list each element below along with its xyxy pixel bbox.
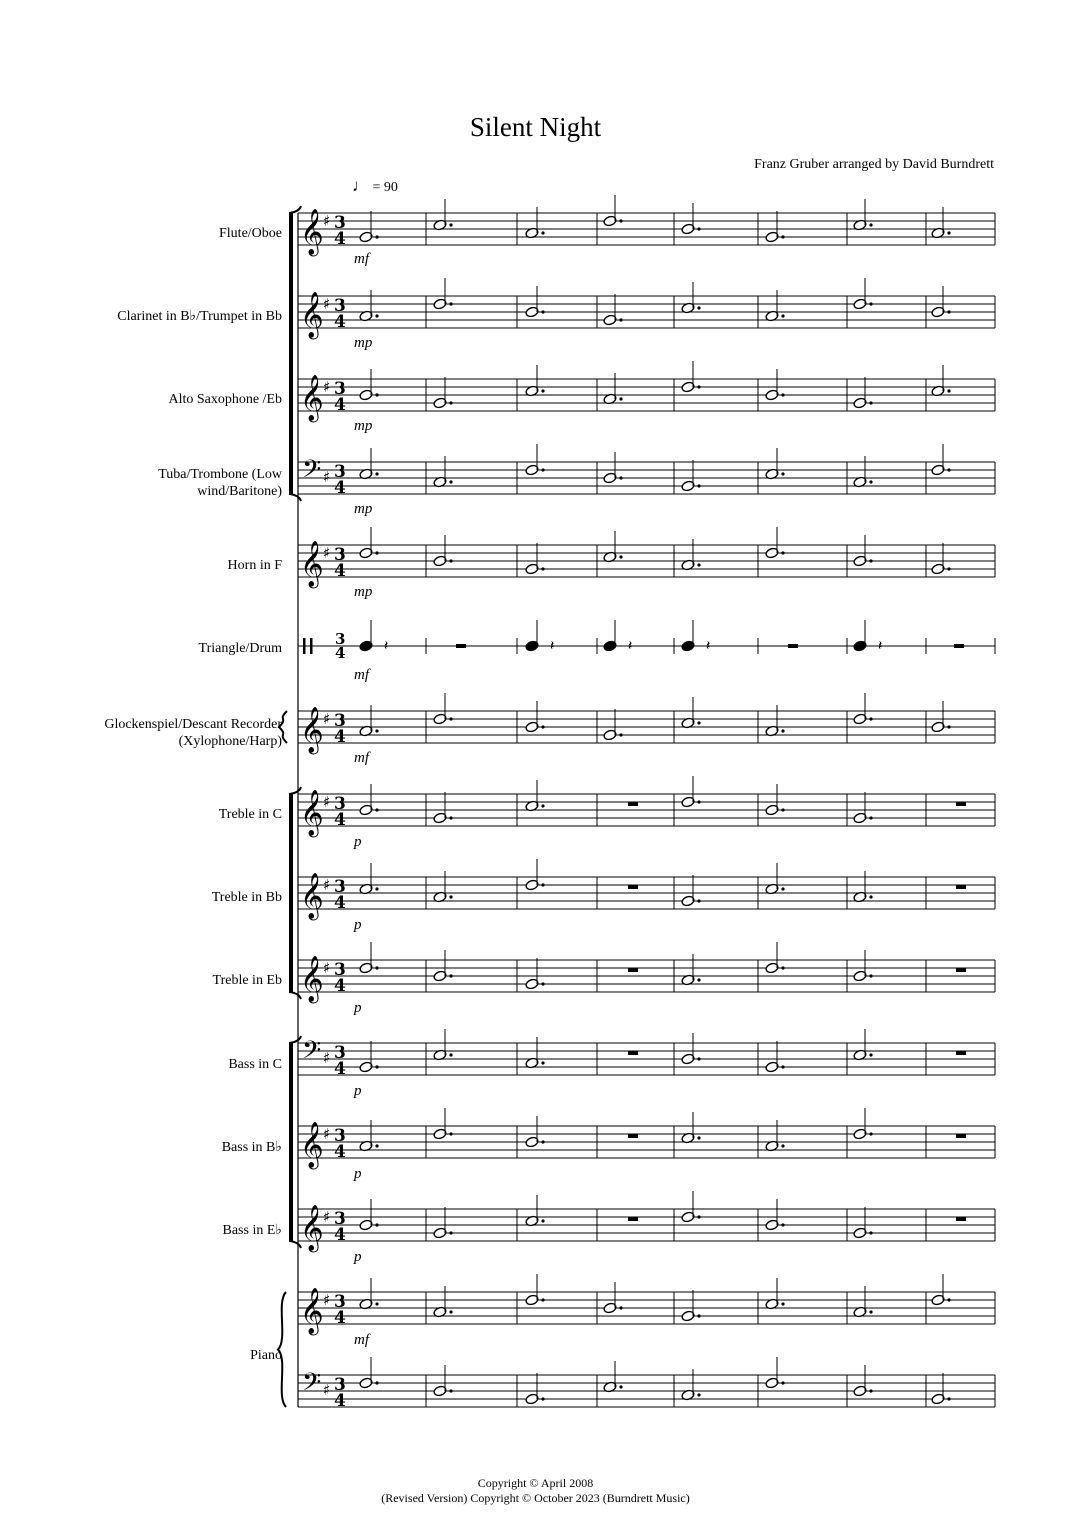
- dot: [449, 559, 452, 562]
- group-bracket: [289, 794, 293, 992]
- group-bracket: [289, 494, 301, 501]
- notes-layer: [359, 195, 966, 1405]
- dot: [869, 1053, 872, 1056]
- time-signature: 3: [334, 711, 346, 731]
- dot: [541, 1397, 544, 1400]
- treble-clef-icon: 𝄞: [300, 790, 324, 836]
- dot: [449, 1310, 452, 1313]
- dot: [869, 480, 872, 483]
- dot: [869, 559, 872, 562]
- dot: [449, 1389, 452, 1392]
- dot: [375, 1223, 378, 1226]
- dot: [541, 1061, 544, 1064]
- dot: [697, 800, 700, 803]
- brace: [278, 1292, 286, 1407]
- dot: [619, 318, 622, 321]
- sharp-icon: ♯: [323, 1208, 331, 1226]
- dot: [869, 816, 872, 819]
- group-bracket: [289, 213, 293, 494]
- sharp-icon: ♯: [323, 793, 331, 811]
- dot: [449, 401, 452, 404]
- dot: [541, 567, 544, 570]
- dot: [697, 1314, 700, 1317]
- dot: [869, 1231, 872, 1234]
- dot: [449, 480, 452, 483]
- dynamic-marking: mf: [354, 251, 369, 267]
- time-signature: 3: [334, 296, 346, 316]
- quarter-note-icon: ♩: [352, 176, 369, 195]
- percussion-clef-icon: [303, 638, 306, 654]
- time-signature: 4: [335, 644, 346, 662]
- sharp-icon: ♯: [323, 212, 331, 230]
- time-signature: 4: [334, 312, 346, 332]
- dot: [541, 1140, 544, 1143]
- treble-clef-icon: 𝄞: [300, 1205, 324, 1251]
- dot: [947, 231, 950, 234]
- time-signature: 4: [334, 1308, 346, 1328]
- rest: [628, 885, 638, 889]
- dot: [375, 1144, 378, 1147]
- instrument-name-tuba: Tuba/Trombone (Low wind/Baritone): [158, 467, 282, 499]
- time-signature: 3: [334, 1126, 346, 1146]
- dot: [541, 468, 544, 471]
- treble-clef-icon: 𝄞: [300, 956, 324, 1002]
- time-signature: 3: [334, 960, 346, 980]
- dot: [947, 1397, 950, 1400]
- dynamic-marking: p: [354, 834, 362, 850]
- dot: [947, 725, 950, 728]
- treble-clef-icon: 𝄞: [300, 1288, 324, 1334]
- dynamic-marking: mp: [354, 584, 373, 600]
- dot: [619, 733, 622, 736]
- instrument-name-clarinet: Clarinet in B♭/Trumpet in Bb: [117, 309, 282, 324]
- dot: [869, 974, 872, 977]
- bass-clef-icon: 𝄢: [302, 1036, 322, 1071]
- rest: [956, 1134, 966, 1138]
- instrument-name-horn: Horn in F: [227, 558, 282, 573]
- dot: [947, 468, 950, 471]
- bass-clef-icon: 𝄢: [302, 455, 322, 490]
- sharp-icon: ♯: [323, 959, 331, 977]
- sharp-icon: ♯: [323, 710, 331, 728]
- instrument-name-triangle: Triangle/Drum: [198, 641, 282, 656]
- dot: [449, 1231, 452, 1234]
- dot: [541, 1219, 544, 1222]
- dynamic-marking: p: [354, 1083, 362, 1099]
- dot: [541, 310, 544, 313]
- group-bracket: [289, 1043, 293, 1241]
- dot: [619, 555, 622, 558]
- rest: [628, 1217, 638, 1221]
- dot: [781, 235, 784, 238]
- dot: [781, 472, 784, 475]
- dynamic-marking: mp: [354, 418, 373, 434]
- percussion-clef-icon: [310, 638, 313, 654]
- dot: [375, 314, 378, 317]
- dynamic-marking: p: [354, 1000, 362, 1016]
- composer-credit: Franz Gruber arranged by David Burndrett: [754, 157, 994, 172]
- instrument-name-glockenspiel: Glockenspiel/Descant Recorder (Xylophone/Harp): [104, 717, 282, 749]
- dot: [869, 717, 872, 720]
- rest: [954, 644, 964, 648]
- dot: [781, 1144, 784, 1147]
- dot: [619, 476, 622, 479]
- dot: [449, 1053, 452, 1056]
- sharp-icon: ♯: [323, 1125, 331, 1143]
- dynamic-marking: mf: [354, 750, 369, 766]
- dot: [697, 1215, 700, 1218]
- instrument-name-treble-bb: Treble in Bb: [211, 890, 282, 905]
- sharp-icon: ♯: [323, 378, 331, 396]
- dot: [781, 1302, 784, 1305]
- dot: [619, 219, 622, 222]
- dot: [375, 472, 378, 475]
- dynamic-marking: p: [354, 1166, 362, 1182]
- dot: [869, 1132, 872, 1135]
- dot: [375, 887, 378, 890]
- dot: [449, 974, 452, 977]
- dot: [697, 1057, 700, 1060]
- dot: [449, 895, 452, 898]
- rest: [956, 885, 966, 889]
- sharp-icon: ♯: [323, 876, 331, 894]
- dot: [619, 397, 622, 400]
- dot: [781, 551, 784, 554]
- sharp-icon: ♯: [323, 1381, 331, 1399]
- dot: [541, 725, 544, 728]
- dot: [781, 1065, 784, 1068]
- time-signature: 3: [334, 877, 346, 897]
- treble-clef-icon: 𝄞: [300, 292, 324, 338]
- score-title: Silent Night: [469, 112, 602, 142]
- time-signature: 4: [334, 727, 346, 747]
- dot: [449, 223, 452, 226]
- dot: [375, 808, 378, 811]
- dot: [449, 717, 452, 720]
- dot: [697, 899, 700, 902]
- dot: [375, 1302, 378, 1305]
- rest: 𝄽: [628, 638, 633, 654]
- time-signature: 3: [334, 794, 346, 814]
- time-signature: 4: [334, 893, 346, 913]
- dot: [781, 887, 784, 890]
- dot: [541, 231, 544, 234]
- time-signature: 4: [334, 1142, 346, 1162]
- time-signature: 3: [334, 213, 346, 233]
- rest: 𝄽: [878, 638, 883, 654]
- sharp-icon: ♯: [323, 1291, 331, 1309]
- staff-lines: [278, 206, 995, 1411]
- dot: [781, 808, 784, 811]
- dot: [541, 982, 544, 985]
- dynamic-marking: mp: [354, 501, 373, 517]
- rest: [628, 968, 638, 972]
- time-signature: 3: [334, 1209, 346, 1229]
- copyright-line: (Revised Version) Copyright © October 2023 (Burndrett Music): [381, 1491, 690, 1505]
- time-signature: 3: [334, 545, 346, 565]
- dot: [375, 1065, 378, 1068]
- copyright-line: Copyright © April 2008: [477, 1476, 594, 1490]
- dot: [781, 1381, 784, 1384]
- sharp-icon: ♯: [323, 544, 331, 562]
- dot: [781, 393, 784, 396]
- time-signature: 4: [334, 395, 346, 415]
- instrument-name-treble-c: Treble in C: [218, 807, 282, 822]
- dot: [869, 895, 872, 898]
- instrument-name-flute: Flute/Oboe: [219, 226, 282, 241]
- dot: [697, 227, 700, 230]
- dot: [375, 1381, 378, 1384]
- time-signature: 4: [334, 1059, 346, 1079]
- time-signature: 4: [334, 1225, 346, 1245]
- rest: [956, 968, 966, 972]
- instrument-name-bass-bb: Bass in B♭: [221, 1140, 282, 1155]
- rest: [956, 1051, 966, 1055]
- dot: [619, 1385, 622, 1388]
- treble-clef-icon: 𝄞: [300, 873, 324, 919]
- instrument-name-bass-eb: Bass in E♭: [222, 1223, 282, 1238]
- instrument-name-piano: Piano: [250, 1348, 282, 1363]
- rest: [456, 644, 466, 648]
- dot: [449, 302, 452, 305]
- time-signature: 3: [335, 630, 346, 648]
- dot: [947, 389, 950, 392]
- instrument-name-bass-c: Bass in C: [228, 1057, 282, 1072]
- dynamic-marking: mp: [354, 335, 373, 351]
- time-signature: 4: [334, 1391, 346, 1411]
- rest: [628, 1051, 638, 1055]
- rest: [628, 802, 638, 806]
- dot: [541, 883, 544, 886]
- dot: [781, 1223, 784, 1226]
- dot: [697, 385, 700, 388]
- dot: [781, 729, 784, 732]
- dot: [947, 567, 950, 570]
- sharp-icon: ♯: [323, 468, 331, 486]
- time-signature: 4: [334, 976, 346, 996]
- rest: [956, 802, 966, 806]
- bass-clef-icon: 𝄢: [302, 1368, 322, 1403]
- tempo-value: = 90: [372, 180, 398, 195]
- dot: [781, 314, 784, 317]
- treble-clef-icon: 𝄞: [300, 209, 324, 255]
- treble-clef-icon: 𝄞: [300, 1122, 324, 1168]
- dot: [541, 1298, 544, 1301]
- treble-clef-icon: 𝄞: [300, 707, 324, 753]
- time-signature: 3: [334, 379, 346, 399]
- rest: 𝄽: [706, 638, 711, 654]
- dot: [869, 1310, 872, 1313]
- dot: [869, 223, 872, 226]
- dot: [375, 235, 378, 238]
- dot: [375, 393, 378, 396]
- dot: [375, 551, 378, 554]
- dot: [947, 1298, 950, 1301]
- dynamic-marking: p: [354, 1249, 362, 1265]
- dot: [697, 1393, 700, 1396]
- instrument-name-alto-sax: Alto Saxophone /Eb: [168, 392, 282, 407]
- dot: [947, 310, 950, 313]
- rest: 𝄽: [384, 638, 389, 654]
- rest: 𝄽: [550, 638, 555, 654]
- time-signature: 3: [334, 1043, 346, 1063]
- treble-clef-icon: 𝄞: [300, 375, 324, 421]
- rest: [788, 644, 798, 648]
- dot: [869, 302, 872, 305]
- dot: [697, 1136, 700, 1139]
- sharp-icon: ♯: [323, 295, 331, 313]
- time-signature: 4: [334, 478, 346, 498]
- dot: [781, 966, 784, 969]
- dot: [697, 306, 700, 309]
- time-signature: 3: [334, 1375, 346, 1395]
- dot: [619, 1306, 622, 1309]
- dynamic-marking: mf: [354, 1332, 369, 1348]
- dot: [697, 978, 700, 981]
- time-signature: 4: [334, 561, 346, 581]
- dot: [449, 1132, 452, 1135]
- dot: [449, 816, 452, 819]
- copyright-notice: [0, 1476, 1071, 1506]
- dynamic-marking: mf: [354, 667, 369, 683]
- time-signature: 4: [334, 810, 346, 830]
- sharp-icon: ♯: [323, 1049, 331, 1067]
- dot: [869, 1389, 872, 1392]
- dot: [697, 563, 700, 566]
- dynamic-marking: p: [354, 917, 362, 933]
- time-signature: 3: [334, 1292, 346, 1312]
- dot: [869, 401, 872, 404]
- dot: [697, 484, 700, 487]
- brace: [279, 711, 287, 743]
- instrument-name-treble-eb: Treble in Eb: [212, 973, 282, 988]
- dot: [541, 804, 544, 807]
- treble-clef-icon: 𝄞: [300, 541, 324, 587]
- group-bracket: [289, 1036, 301, 1043]
- dot: [375, 729, 378, 732]
- time-signature: 4: [334, 229, 346, 249]
- dot: [541, 389, 544, 392]
- dot: [697, 721, 700, 724]
- rest: [956, 1217, 966, 1221]
- dot: [375, 966, 378, 969]
- time-signature: 3: [334, 462, 346, 482]
- rest: [628, 1134, 638, 1138]
